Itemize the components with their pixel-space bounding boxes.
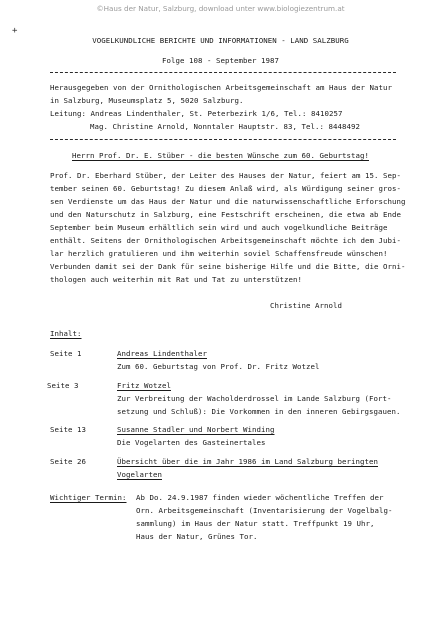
notice-line: Haus der Natur, Grünes Tor.: [136, 532, 258, 541]
toc-desc: Vogelarten: [117, 470, 162, 479]
toc-desc: Die Vogelarten des Gasteinertales: [117, 438, 266, 447]
toc-page: Seite 26: [50, 457, 86, 466]
divider-bottom: [50, 139, 396, 140]
corner-mark: +: [12, 26, 18, 36]
toc-author: Susanne Stadler und Norbert Winding: [117, 425, 275, 434]
toc-page: Seite 3: [47, 381, 79, 390]
toc-author: Fritz Wotzel: [117, 381, 171, 390]
greeting-line: tember seinen 60. Geburtstag! Zu diesem Anlaß wird, als Würdigung seiner gros-: [50, 184, 401, 193]
watermark: ©Haus der Natur, Salzburg, download unter www.biologiezentrum.at: [96, 4, 345, 13]
series-title: VOGELKUNDLICHE BERICHTE UND INFORMATIONEN - LAND SALZBURG: [92, 36, 349, 45]
publisher-line-4: Mag. Christine Arnold, Nonntaler Hauptstr. 83, Tel.: 8448492: [90, 122, 360, 131]
toc-page: Seite 1: [50, 349, 82, 358]
toc-desc: Zum 60. Geburtstag von Prof. Dr. Fritz Wotzel: [117, 362, 320, 371]
greeting-line: Verbunden damit sei der Dank für seine bisherige Hilfe und die Bitte, die Orni-: [50, 262, 406, 271]
publisher-line-1: Herausgegeben von der Ornithologischen Arbeitsgemeinschaft am Haus der Natur: [50, 83, 392, 92]
notice-line: sammlung) im Haus der Natur statt. Treffpunkt 19 Uhr,: [136, 519, 375, 528]
issue-number: Folge 108 - September 1987: [162, 56, 279, 65]
greeting-line: thologen auch weiterhin mit Rat und Tat zu unterstützen!: [50, 275, 302, 284]
toc-desc: setzung und Schluß): Die Vorkommen in den inneren Gebirgsgauen.: [117, 407, 401, 416]
greeting-line: und den Naturschutz in Salzburg, eine Festschrift erscheinen, die etwa ab Ende: [50, 210, 401, 219]
publisher-line-3: Leitung: Andreas Lindenthaler, St. Peterbezirk 1/6, Tel.: 8410257: [50, 109, 343, 118]
toc-page: Seite 13: [50, 425, 86, 434]
toc-desc: Zur Verbreitung der Wacholderdrossel im Lande Salzburg (Fort-: [117, 394, 392, 403]
greeting-signature: Christine Arnold: [270, 301, 342, 310]
greeting-line: enthält. Seitens der Ornithologischen Arbeitsgemeinschaft möchte ich dem Jubi-: [50, 236, 401, 245]
greeting-line: Prof. Dr. Eberhard Stüber, der Leiter des Hauses der Natur, feiert am 15. Sep-: [50, 171, 401, 180]
notice-line: Orn. Arbeitsgemeinschaft (Inventarisierung der Vogelbalg-: [136, 506, 393, 515]
toc-author: Übersicht über die im Jahr 1986 im Land Salzburg beringten: [117, 457, 378, 466]
divider-top: [50, 72, 396, 73]
publisher-line-2: in Salzburg, Museumsplatz 5, 5020 Salzburg.: [50, 96, 244, 105]
greeting-line: lar herzlich gratulieren und ihm weiterhin soviel Schaffensfreude wünschen!: [50, 249, 388, 258]
greeting-line: September beim Museum erhältlich sein wird und auch vogelkundliche Beiträge: [50, 223, 388, 232]
toc-author: Andreas Lindenthaler: [117, 349, 207, 358]
notice-label: Wichtiger Termin:: [50, 493, 127, 502]
notice-line: Ab Do. 24.9.1987 finden wieder wöchentliche Treffen der: [136, 493, 384, 502]
toc-heading: Inhalt:: [50, 329, 82, 338]
greeting-line: sen Verdienste um das Haus der Natur und die naturwissenschaftliche Erforschung: [50, 197, 406, 206]
greeting-heading: Herrn Prof. Dr. E. Stüber - die besten Wünsche zum 60. Geburtstag!: [72, 151, 369, 160]
